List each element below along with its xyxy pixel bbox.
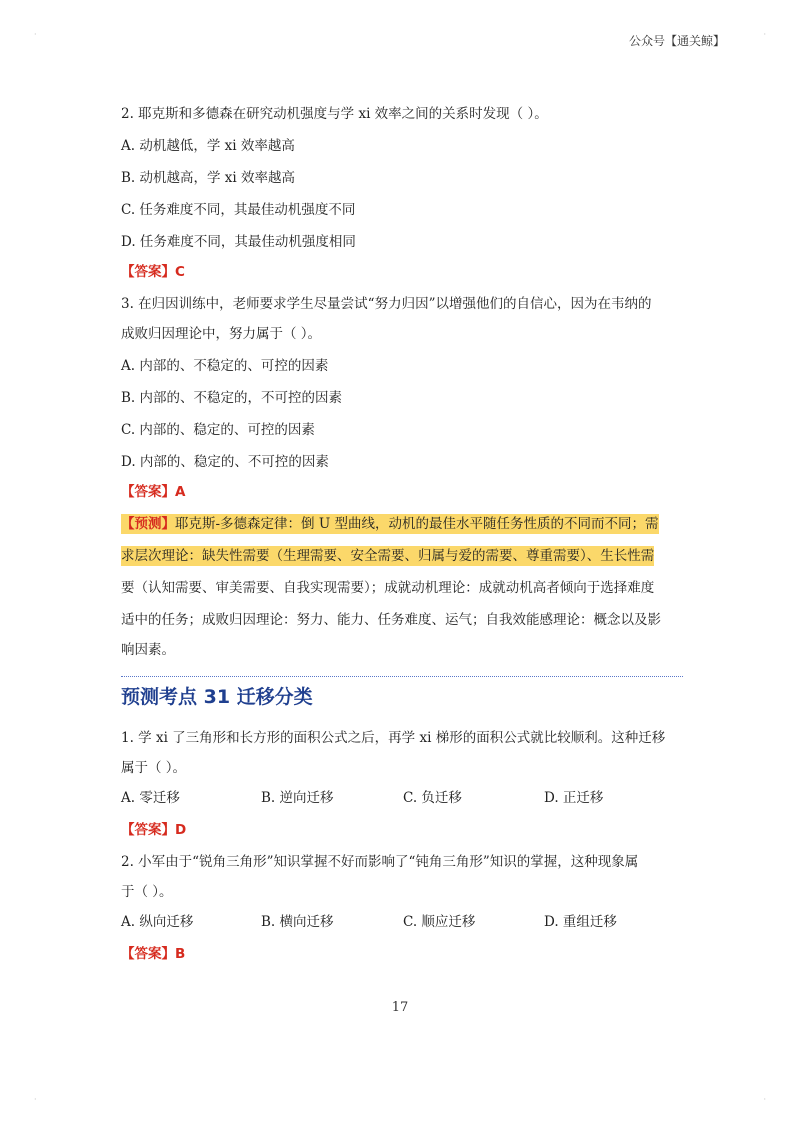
s1-option-c: C. 负迁移 [403,790,462,806]
header-label: 公众号【通关鲸】 [628,34,725,48]
question-3-option-d: D. 内部的、稳定的、不可控的因素 [121,454,329,470]
question-2-option-d: D. 任务难度不同，其最佳动机强度相同 [121,234,356,250]
prediction-line1 [121,514,659,534]
question-3-option-a: A. 内部的、不稳定的、可控的因素 [121,358,329,374]
prediction-line4: 适中的任务；成败归因理论：努力、能力、任务难度、运气；自我效能感理论：概念以及影 [121,612,661,628]
s2-question-line2: 于（ ）。 [121,884,173,900]
s1-option-a: A. 零迁移 [121,790,180,806]
prediction-line5: 响因素。 [121,642,175,658]
question-2-answer: 【答案】C [121,264,185,280]
s1-option-b: B. 逆向迁移 [261,790,334,806]
question-2-text: 2. 耶克斯和多德森在研究动机强度与学 xi 效率之间的关系时发现（ ）。 [121,106,548,122]
section-divider [121,676,683,677]
corner-mark-tl: · [34,30,37,39]
s2-question-line1: 2. 小军由于“锐角三角形”知识掌握不好而影响了“钝角三角形”知识的掌握，这种现象属 [121,854,639,870]
prediction-line2: 求层次理论：缺失性需要（生理需要、安全需要、归属与爱的需要、尊重需要）、生长性需 [121,548,655,564]
s2-option-a: A. 纵向迁移 [121,914,194,930]
s1-question-line2: 属于（ ）。 [121,760,187,776]
s1-answer: 【答案】D [121,822,187,838]
question-3-option-b: B. 内部的、不稳定的，不可控的因素 [121,390,343,406]
question-2-option-a: A. 动机越低，学 xi 效率越高 [121,138,295,154]
question-3-line1: 3. 在归因训练中，老师要求学生尽量尝试“努力归因”以增强他们的自信心，因为在韦纳的 [121,296,652,312]
section-title: 预测考点 31 迁移分类 [121,686,313,708]
question-2-option-c: C. 任务难度不同，其最佳动机强度不同 [121,202,356,218]
page-number: 17 [391,1000,409,1015]
prediction-label: 【预测】 [121,516,175,532]
prediction-line3: 要（认知需要、审美需要、自我实现需要）；成就动机理论：成就动机高者倾向于选择难度 [121,580,655,596]
corner-mark-tr: · [763,30,766,39]
s1-question-line1: 1. 学 xi 了三角形和长方形的面积公式之后，再学 xi 梯形的面积公式就比较顺利。这种迁移 [121,730,666,746]
question-2-option-b: B. 动机越高，学 xi 效率越高 [121,170,296,186]
corner-mark-br: · [763,1095,766,1104]
s2-option-d: D. 重组迁移 [544,914,617,930]
s2-option-c: C. 顺应迁移 [403,914,476,930]
question-3-option-c: C. 内部的、稳定的、可控的因素 [121,422,315,438]
s1-option-d: D. 正迁移 [544,790,604,806]
s2-option-b: B. 横向迁移 [261,914,334,930]
s2-answer: 【答案】B [121,946,186,962]
prediction-line1-text: 耶克斯-多德森定律：倒 U 型曲线，动机的最佳水平随任务性质的不同而不同；需 [175,516,659,532]
corner-mark-bl: · [34,1095,37,1104]
question-3-line2: 成败归因理论中，努力属于（ ）。 [121,326,322,342]
question-3-answer: 【答案】A [121,484,186,500]
